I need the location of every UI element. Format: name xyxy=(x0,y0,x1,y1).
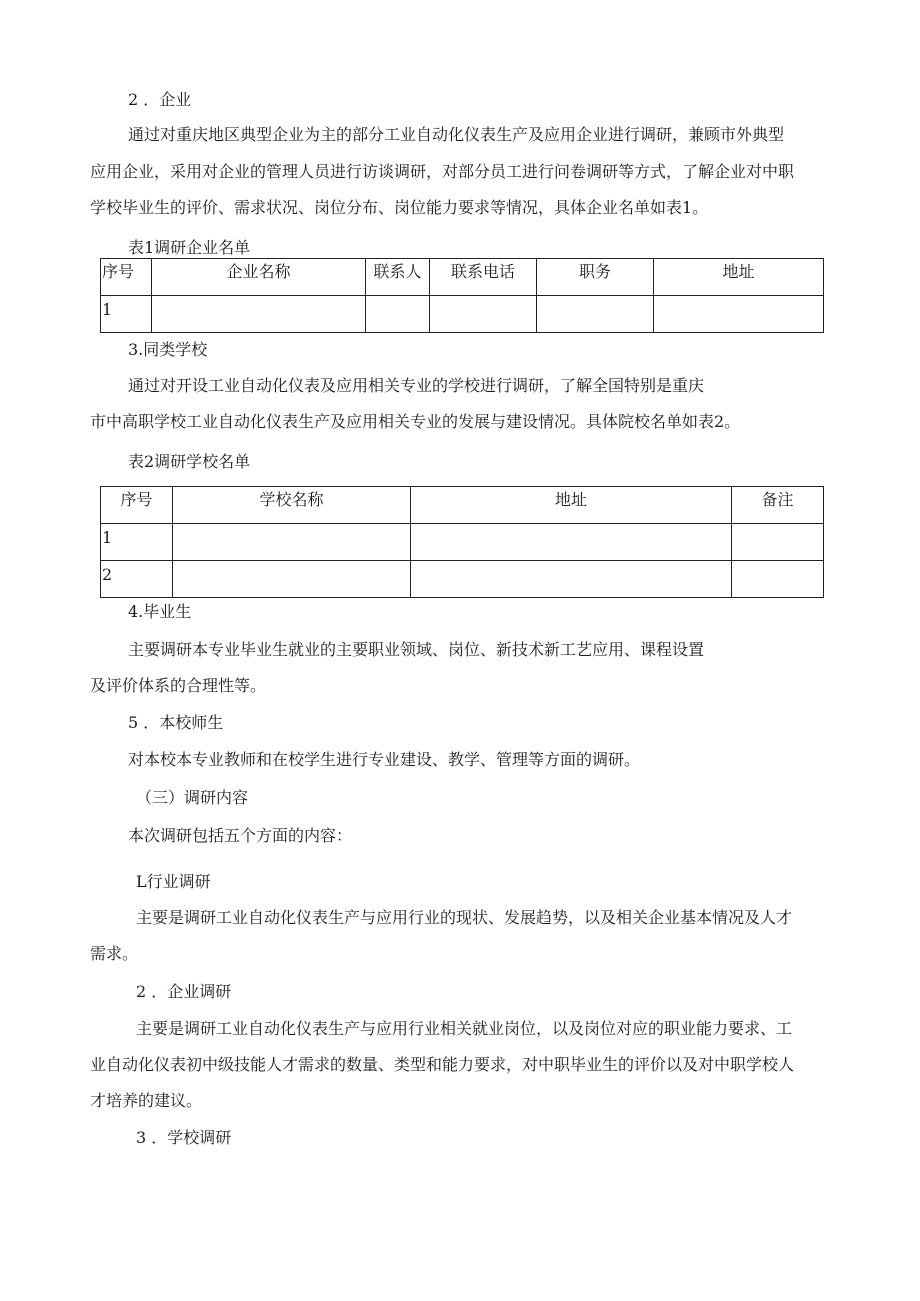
table-school-list xyxy=(100,486,824,598)
table-cell: 2 xyxy=(101,561,173,598)
paragraph-line: 主要是调研工业自动化仪表生产与应用行业相关就业岗位，以及岗位对应的职业能力要求、工 xyxy=(136,1019,793,1038)
table2-caption: 表2调研学校名单 xyxy=(128,452,251,471)
teacher-heading: 5 ．本校师生 xyxy=(128,713,224,732)
table-header-cell: 序号 xyxy=(101,487,173,524)
table-cell xyxy=(732,561,824,598)
paragraph-line: 才培养的建议。 xyxy=(90,1091,203,1110)
table1-caption: 表1调研企业名单 xyxy=(128,238,251,257)
table-cell xyxy=(173,561,411,598)
table-cell: 1 xyxy=(101,524,173,561)
table-header-cell: 联系电话 xyxy=(430,259,537,296)
content-heading: （三）调研内容 xyxy=(136,788,249,807)
table-cell: 1 xyxy=(101,296,152,333)
paragraph-line: 及评价体系的合理性等。 xyxy=(90,676,267,695)
paragraph-line: 应用企业，采用对企业的管理人员进行访谈调研，对部分员工进行问卷调研等方式，了解企业对中职 xyxy=(90,162,795,181)
table-enterprise-list xyxy=(100,258,824,333)
table-header-row xyxy=(101,487,824,524)
table-cell xyxy=(152,296,366,333)
table-cell xyxy=(654,296,824,333)
table-header-cell: 备注 xyxy=(732,487,824,524)
industry-heading: L行业调研 xyxy=(136,872,211,891)
table-cell xyxy=(173,524,411,561)
enterprise-research-heading: 2 ．企业调研 xyxy=(136,982,232,1001)
table-cell xyxy=(411,524,732,561)
enterprise-heading: 2 ．企业 xyxy=(128,90,192,109)
content-intro: 本次调研包括五个方面的内容： xyxy=(128,826,353,845)
table-row xyxy=(101,561,824,598)
table-cell xyxy=(366,296,430,333)
table-header-cell: 学校名称 xyxy=(173,487,411,524)
table-header-cell: 序号 xyxy=(101,259,152,296)
table-cell xyxy=(537,296,654,333)
paragraph-line: 主要是调研工业自动化仪表生产与应用行业的现状、发展趋势，以及相关企业基本情况及人才 xyxy=(136,908,793,927)
graduate-heading: 4.毕业生 xyxy=(128,602,192,621)
paragraph-line: 需求。 xyxy=(90,944,139,963)
table-header-row xyxy=(101,259,824,296)
paragraph-line: 对本校本专业教师和在校学生进行专业建设、教学、管理等方面的调研。 xyxy=(128,750,641,769)
paragraph-line: 业自动化仪表初中级技能人才需求的数量、类型和能力要求，对中职毕业生的评价以及对中职学校人 xyxy=(90,1055,795,1074)
table-header-cell: 联系人 xyxy=(366,259,430,296)
table-header-cell: 地址 xyxy=(654,259,824,296)
table-row xyxy=(101,524,824,561)
school-heading: 3.同类学校 xyxy=(128,340,208,359)
paragraph-line: 市中高职学校工业自动化仪表生产及应用相关专业的发展与建设情况。具体院校名单如表2。 xyxy=(90,412,741,431)
table-row xyxy=(101,296,824,333)
table-cell xyxy=(430,296,537,333)
paragraph-line: 通过对开设工业自动化仪表及应用相关专业的学校进行调研，了解全国特别是重庆 xyxy=(128,376,705,395)
table-header-cell: 地址 xyxy=(411,487,732,524)
school-research-heading: 3 ．学校调研 xyxy=(136,1128,232,1147)
paragraph-line: 通过对重庆地区典型企业为主的部分工业自动化仪表生产及应用企业进行调研，兼顾市外典型 xyxy=(128,125,785,144)
paragraph-line: 学校毕业生的评价、需求状况、岗位分布、岗位能力要求等情况，具体企业名单如表1。 xyxy=(90,198,709,217)
table-header-cell: 职务 xyxy=(537,259,654,296)
paragraph-line: 主要调研本专业毕业生就业的主要职业领域、岗位、新技术新工艺应用、课程设置 xyxy=(128,640,705,659)
table-cell xyxy=(411,561,732,598)
table-cell xyxy=(732,524,824,561)
table-header-cell: 企业名称 xyxy=(152,259,366,296)
